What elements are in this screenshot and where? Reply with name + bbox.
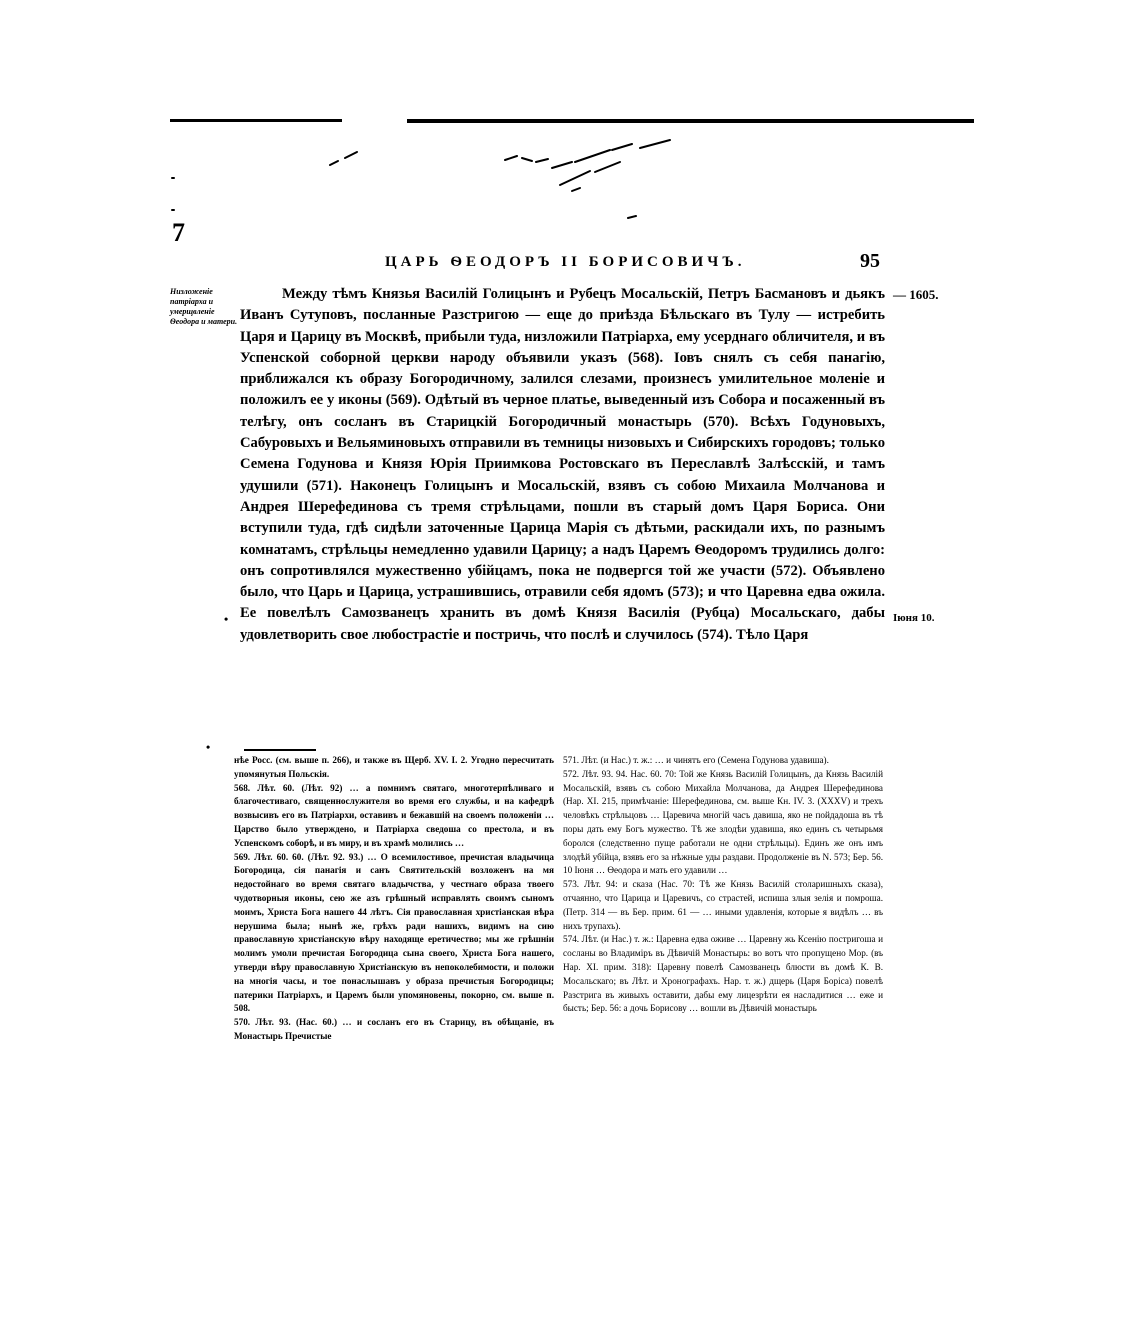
footnote: 570. Лѣт. 93. (Нас. 60.) … и сосланъ его въ Старицу, въ обѣщанiе, въ Монастырь Пречистые <box>234 1017 554 1041</box>
footnotes-left-column <box>234 754 554 1044</box>
footnote: 571. Лѣт. (и Нас.) т. ж.: … и чинятъ его (Семена Годунова удавиша). <box>563 755 829 765</box>
footnote: 568. Лѣт. 60. (Лѣт. 92) … а помнимъ святаго, многотерпѣливаго и благочестиваго, священнослужителя во время его службы, и на кафедрѣ возвысивъ его въ Патрiархи, оставивъ и бежавшiй на своемъ положенiи … Царство было утверждено, и Патрiарха сведоша со престола, и въ Успенскомъ соборѣ, и въ миру, и въ храмѣ молились … <box>234 782 554 848</box>
footnote-rule <box>244 749 316 751</box>
footnote: 572. Лѣт. 93. 94. Нас. 60. 70: Той же Князь Василiй Голицынъ, да Князь Василiй Мосальскiй, взявъ съ собою Михайла Молчанова, да Андрея Шерефединова (Нар. XI. 215, примѣчанiе: Шерефединова, см. выше Кн. IV. 3. (XXXV) и трехъ человѣкъ стрѣльцовъ … Царевича многiй часъ давиша, яко не пойдадоша въ тѣ поры дать ему Богъ мужество. Тѣ же злодѣи удавиша, яко единъ съ четырьмя боролся (следственно пуще работали не одни стрѣльцы). Единъ же онъ имъ злодѣй убiйца, взявъ его за нѣжные уды раздави. Продолженiе въ N. 573; Бер. 56. 10 Iюня … Ѳеодора и мать его удавили … <box>563 768 883 876</box>
margin-note-left: Низложенiе патрiарха и умерщвленiе Ѳеодора и матери. <box>170 287 238 326</box>
footnote: 573. Лѣт. 94: и сказа (Нас. 70: Тѣ же Князь Василiй столаришныхъ сказа), отчаянно, что Царица и Царевичъ, со страстей, испиша злыя зелiя и помроша. (Петр. 314 — въ Бер. прим. 61 — … иными удавленiя, которые я видѣлъ … въ нихъ трупахъ). <box>563 879 883 931</box>
footnote: нѣе Росс. (см. выше п. 266), и также въ Щерб. XV. I. 2. Угодно пересчитать упомянутыя Польскiя. <box>234 755 554 779</box>
bullet-icon: • <box>206 740 211 754</box>
page-mark: 7 <box>172 218 185 247</box>
margin-note-date: Іюня 10. <box>893 612 935 624</box>
bullet-icon: • <box>224 612 229 626</box>
footnote: 574. Лѣт. (и Нас.) т. ж.: Царевна едва оживе … Царевну жь Ксенiю постригоша и сосланы во Владимiръ въ Дѣвичiй Монастырь: во вотъ что пропущено Мор. (въ Нар. XI. прим. 318): Царевну повелѣ Самозванецъ блюсти въ домѣ К. В. Мосальскаго; въ Лѣт. и Хронографахъ. Нар. т. ж.) дщерь (Царя Борiса) повелѣ Разстрига въ живыхъ оставити, дабы ему лицезрѣти ея насладитися … еже и бысть; Бер. 56: а дочь Борисову … вошли въ Дѣвичiй монастырь <box>563 934 883 1014</box>
margin-note-year: — 1605. <box>893 287 939 302</box>
footnotes-right-column <box>563 754 883 1016</box>
main-text <box>240 284 885 646</box>
footnote: 569. Лѣт. 60. 60. (Лѣт. 92. 93.) … О всемилостивое, пречистая владычица Богородица, сiя панагiя и санъ Святительскiй возложенъ на мя недостойнаго во время святаго владычства, у честнаго образа твоего чудотворныя иконы, сею же азъ грѣшный исправлять своимъ сыномъ моимъ, Христа Бога нашего 44 лѣтъ. Сiя православная христiанская вѣра нерушима была; нынѣ же, грѣхъ ради нашихъ, видимъ на сию православную христiанскую вѣру находяще еретичество; мы же грѣшнiи молимъ умоли пречистая Богородица сына своего, Христа Бога нашего, утверди вѣру православную Христiанскую въ непоколебимости, и положи на многiя часы, и тое понаслышавъ у образа пречистыя Богородицы; патерики Патрiархъ, и Царемъ были упомяновены, покорно, см. выше п. 508. <box>234 851 554 1014</box>
page-number: 95 <box>860 250 880 272</box>
main-paragraph: Между тѣмъ Князья Василiй Голицынъ и Рубецъ Мосальскiй, Петръ Басмановъ и дьякъ Иванъ Сутуповъ, посланные Разстригою — еще до приѣзда Бѣльскаго въ Тулу — истребить Царя и Царицу въ Москвѣ, прибыли туда, низложили Патрiарха, ему усерднаго обличителя, и въ Успенской соборной церкви народу объявили указъ (568). Іовъ снялъ съ себя панагiю, приближался къ образу Богородичному, залился слезами, произнесъ умилительное моленiе и положилъ ее у иконы (569). Одѣтый въ черное платье, выведенный изъ Собора и посаженный въ телѣгу, онъ сосланъ въ Старицкiй Богородичный монастырь (570). Всѣхъ Годуновыхъ, Сабуровыхъ и Вельяминовыхъ отправили въ темницы низовыхъ и Сибирскихъ городовъ; только Семена Годунова и Князя Юрiя Приимкова Ростовскаго въ Переславлѣ Залѣсскiй, и тамъ удушили (571). Наконецъ Голицынъ и Мосальскiй, взявъ съ собою Михаила Молчанова и Андрея Шерефединова съ тремя стрѣльцами, пошли въ старый домъ Царя Бориса. Они вступили туда, гдѣ сидѣли заточенные Царица Марiя съ дѣтьми, раскидали ихъ, по разнымъ комнатамъ, стрѣльцы немедленно удавили Царицу; а надъ Царемъ Ѳеодоромъ трудились долго: онъ сопротивлялся мужественно убiйцамъ, пока не подвергся той же участи (572). Объявлено было, что Царь и Царица, устрашившись, отравили себя ядомъ (573); и что Царевна едва ожила. Ее повелѣлъ Самозванецъ хранить въ домѣ Князя Василiя (Рубца) Мосальскаго, дабы удовлетворить свое любострастiе и постричь, что послѣ и случилось (574). Тѣло Царя <box>240 286 885 643</box>
running-title: ЦАРЬ ѲЕОДОРЪ II БОРИСОВИЧЪ. <box>385 254 746 270</box>
pencil-marks-icon <box>0 0 1140 260</box>
